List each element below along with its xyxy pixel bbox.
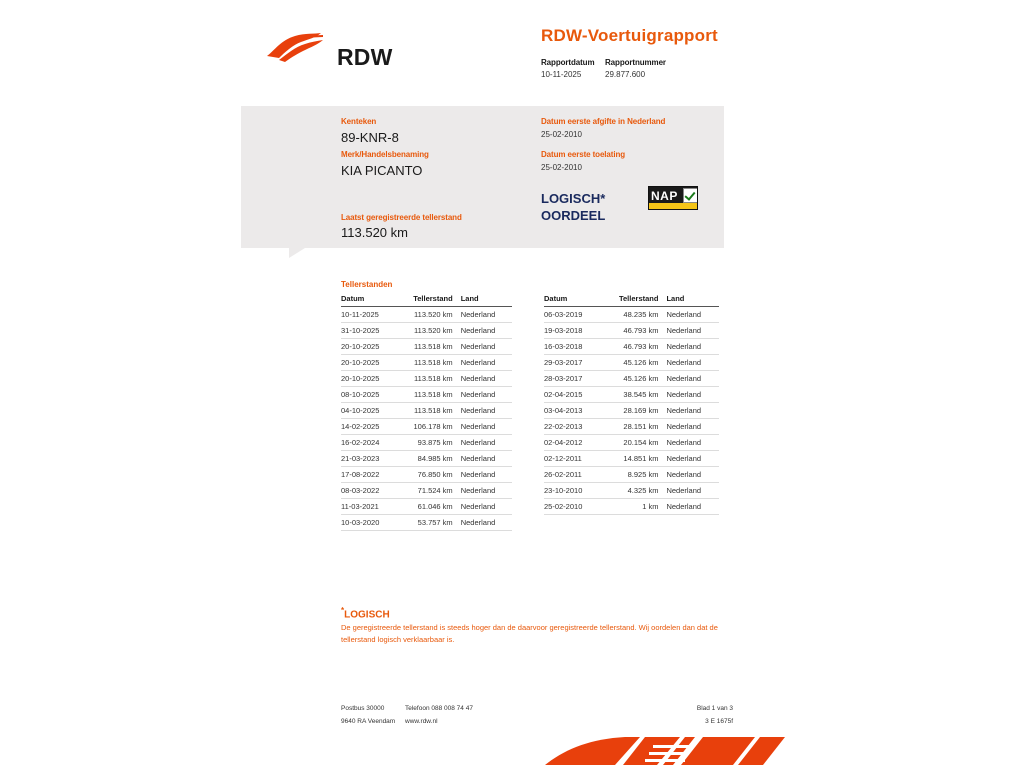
last-reading-label: Laatst geregistreerde tellerstand xyxy=(341,213,462,222)
table-row xyxy=(544,307,719,323)
cell-date: 19-03-2018 xyxy=(544,323,606,339)
cell-date: 16-02-2024 xyxy=(341,435,401,451)
band-notch-decoration xyxy=(289,248,305,258)
cell-date: 20-10-2025 xyxy=(341,371,401,387)
legend-title: LOGISCH xyxy=(344,609,390,621)
cell-country: Nederland xyxy=(666,387,719,403)
first-issue-value: 25-02-2010 xyxy=(541,130,582,139)
nap-badge xyxy=(648,186,698,210)
table-row xyxy=(341,419,512,435)
meter-table-left xyxy=(341,292,512,531)
table-row xyxy=(544,499,719,515)
nap-badge-stripe xyxy=(649,203,697,209)
cell-reading: 76.850 km xyxy=(401,467,461,483)
legend-text: De geregistreerde tellerstand is steeds hoger dan de daarvoor geregistreerde tellerstand. Wij oordelen dan dat de tellerstand logisch verklaarbaar is. xyxy=(341,623,718,644)
cell-reading: 93.875 km xyxy=(401,435,461,451)
cell-date: 10-03-2020 xyxy=(341,515,401,531)
meter-table-right xyxy=(544,292,719,515)
cell-country: Nederland xyxy=(461,499,512,515)
cell-reading: 113.518 km xyxy=(401,339,461,355)
table-row xyxy=(544,387,719,403)
cell-reading: 113.520 km xyxy=(401,307,461,323)
footer-address-line2: 9640 RA Veendam xyxy=(341,718,396,725)
table-row xyxy=(341,371,512,387)
cell-country: Nederland xyxy=(461,483,512,499)
col-header-country: Land xyxy=(461,292,512,307)
cell-reading: 113.518 km xyxy=(401,403,461,419)
first-admission-label: Datum eerste toelating xyxy=(541,150,626,159)
cell-date: 28-03-2017 xyxy=(544,371,606,387)
make-label: Merk/Handelsbenaming xyxy=(341,150,429,159)
cell-date: 26-02-2011 xyxy=(544,467,606,483)
footer-website[interactable]: www.rdw.nl xyxy=(405,718,438,725)
rdw-flag-icon xyxy=(265,30,325,64)
table-row xyxy=(544,467,719,483)
cell-country: Nederland xyxy=(666,499,719,515)
cell-country: Nederland xyxy=(461,371,512,387)
plate-label: Kenteken xyxy=(341,117,377,126)
vehicle-summary-band xyxy=(241,106,724,248)
cell-country: Nederland xyxy=(461,339,512,355)
cell-reading: 45.126 km xyxy=(606,371,667,387)
check-icon xyxy=(683,188,698,203)
cell-country: Nederland xyxy=(461,307,512,323)
make-value: KIA PICANTO xyxy=(341,163,423,178)
col-header-date: Datum xyxy=(544,292,606,307)
table-row xyxy=(544,483,719,499)
table-row xyxy=(544,339,719,355)
footer-page-number: Blad 1 van 3 xyxy=(696,705,733,712)
report-date-label: Rapportdatum xyxy=(541,58,595,67)
table-row xyxy=(544,451,719,467)
report-number-label: Rapportnummer xyxy=(605,58,666,67)
cell-date: 08-10-2025 xyxy=(341,387,401,403)
table-row xyxy=(544,435,719,451)
cell-reading: 84.985 km xyxy=(401,451,461,467)
last-reading-value: 113.520 km xyxy=(341,225,408,240)
table-header-row xyxy=(341,292,512,307)
verdict-line-1: LOGISCH* xyxy=(541,191,606,206)
cell-date: 20-10-2025 xyxy=(341,339,401,355)
cell-country: Nederland xyxy=(461,467,512,483)
report-title: RDW-Voertuigrapport xyxy=(541,26,718,45)
cell-date: 22-02-2013 xyxy=(544,419,606,435)
nap-badge-label: NAP xyxy=(651,189,678,203)
legend-title-block xyxy=(341,606,390,620)
table-row xyxy=(341,323,512,339)
cell-country: Nederland xyxy=(666,451,719,467)
cell-country: Nederland xyxy=(461,435,512,451)
cell-country: Nederland xyxy=(461,355,512,371)
cell-reading: 20.154 km xyxy=(606,435,667,451)
verdict-line-2: OORDEEL xyxy=(541,208,606,223)
cell-date: 08-03-2022 xyxy=(341,483,401,499)
report-number-value: 29.877.600 xyxy=(605,70,646,79)
report-number-block xyxy=(605,58,666,79)
table-row xyxy=(544,419,719,435)
table-row xyxy=(341,435,512,451)
cell-country: Nederland xyxy=(666,483,719,499)
cell-country: Nederland xyxy=(666,435,719,451)
rdw-logo xyxy=(265,22,465,72)
cell-country: Nederland xyxy=(461,419,512,435)
cell-date: 02-12-2011 xyxy=(544,451,606,467)
cell-reading: 38.545 km xyxy=(606,387,667,403)
cell-reading: 53.757 km xyxy=(401,515,461,531)
meter-section-title: Tellerstanden xyxy=(341,280,393,289)
cell-country: Nederland xyxy=(666,371,719,387)
cell-country: Nederland xyxy=(461,451,512,467)
table-row xyxy=(341,515,512,531)
table-row xyxy=(341,483,512,499)
cell-reading: 1 km xyxy=(606,499,667,515)
cell-date: 21-03-2023 xyxy=(341,451,401,467)
cell-date: 10-11-2025 xyxy=(341,307,401,323)
table-row xyxy=(544,355,719,371)
cell-date: 25-02-2010 xyxy=(544,499,606,515)
cell-country: Nederland xyxy=(666,403,719,419)
cell-reading: 8.925 km xyxy=(606,467,667,483)
cell-date: 16-03-2018 xyxy=(544,339,606,355)
cell-date: 11-03-2021 xyxy=(341,499,401,515)
cell-reading: 48.235 km xyxy=(606,307,667,323)
report-meta xyxy=(541,58,841,79)
cell-country: Nederland xyxy=(461,387,512,403)
col-header-reading: Tellerstand xyxy=(606,292,667,307)
cell-reading: 113.518 km xyxy=(401,387,461,403)
verdict-block xyxy=(541,190,605,224)
cell-date: 03-04-2013 xyxy=(544,403,606,419)
col-header-country: Land xyxy=(666,292,719,307)
cell-reading: 71.524 km xyxy=(401,483,461,499)
table-row xyxy=(341,339,512,355)
table-row xyxy=(544,323,719,339)
cell-country: Nederland xyxy=(666,419,719,435)
bottom-flag-graphic-icon xyxy=(545,735,795,768)
report-date-block xyxy=(541,58,605,79)
table-row xyxy=(341,467,512,483)
cell-reading: 106.178 km xyxy=(401,419,461,435)
cell-date: 20-10-2025 xyxy=(341,355,401,371)
cell-reading: 28.151 km xyxy=(606,419,667,435)
table-row xyxy=(341,451,512,467)
cell-reading: 113.518 km xyxy=(401,355,461,371)
footer-address-line1: Postbus 30000 xyxy=(341,705,385,712)
cell-date: 23-10-2010 xyxy=(544,483,606,499)
cell-reading: 61.046 km xyxy=(401,499,461,515)
col-header-date: Datum xyxy=(341,292,401,307)
cell-reading: 28.169 km xyxy=(606,403,667,419)
table-row xyxy=(341,387,512,403)
cell-country: Nederland xyxy=(666,323,719,339)
cell-date: 31-10-2025 xyxy=(341,323,401,339)
cell-country: Nederland xyxy=(666,467,719,483)
cell-reading: 113.520 km xyxy=(401,323,461,339)
cell-date: 17-08-2022 xyxy=(341,467,401,483)
cell-reading: 46.793 km xyxy=(606,323,667,339)
cell-reading: 113.518 km xyxy=(401,371,461,387)
cell-country: Nederland xyxy=(666,355,719,371)
cell-country: Nederland xyxy=(666,339,719,355)
col-header-reading: Tellerstand xyxy=(401,292,461,307)
plate-value: 89-KNR-8 xyxy=(341,130,399,145)
table-row xyxy=(544,371,719,387)
table-row xyxy=(544,403,719,419)
cell-country: Nederland xyxy=(461,403,512,419)
cell-date: 14-02-2025 xyxy=(341,419,401,435)
cell-reading: 45.126 km xyxy=(606,355,667,371)
cell-reading: 4.325 km xyxy=(606,483,667,499)
first-admission-value: 25-02-2010 xyxy=(541,163,582,172)
table-header-row xyxy=(544,292,719,307)
footer-code: 3 E 1675f xyxy=(705,718,733,725)
org-name: RDW xyxy=(337,44,393,70)
cell-date: 02-04-2012 xyxy=(544,435,606,451)
cell-country: Nederland xyxy=(461,323,512,339)
table-row xyxy=(341,307,512,323)
table-row xyxy=(341,403,512,419)
cell-date: 04-10-2025 xyxy=(341,403,401,419)
table-row xyxy=(341,499,512,515)
cell-date: 06-03-2019 xyxy=(544,307,606,323)
cell-country: Nederland xyxy=(461,515,512,531)
legend-star: * xyxy=(341,606,345,615)
cell-reading: 14.851 km xyxy=(606,451,667,467)
table-row xyxy=(341,355,512,371)
cell-reading: 46.793 km xyxy=(606,339,667,355)
footer-phone: Telefoon 088 008 74 47 xyxy=(405,705,473,712)
cell-country: Nederland xyxy=(666,307,719,323)
report-date-value: 10-11-2025 xyxy=(541,70,582,79)
cell-date: 29-03-2017 xyxy=(544,355,606,371)
first-issue-label: Datum eerste afgifte in Nederland xyxy=(541,117,666,126)
cell-date: 02-04-2015 xyxy=(544,387,606,403)
